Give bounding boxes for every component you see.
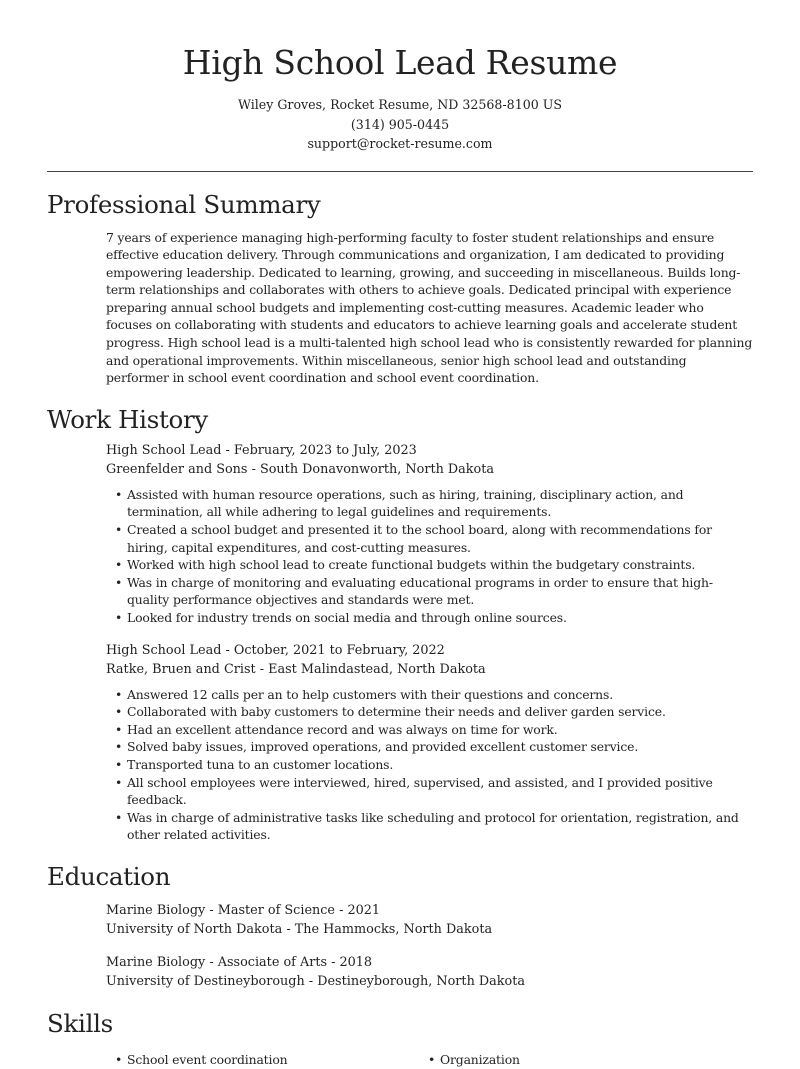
job-bullets: [127, 686, 753, 844]
contact-address: Wiley Groves, Rocket Resume, ND 32568-8100 US: [238, 97, 562, 112]
job-title: High School Lead: [106, 442, 222, 458]
edu-year: - 2021: [335, 902, 381, 918]
job-bullet: • Looked for industry trends on social media and through online sources.: [127, 609, 753, 627]
job-bullet: • Worked with high school lead to create functional budgets within the budgetary constraints.: [127, 556, 753, 574]
job-dates: - February, 2023 to July, 2023: [221, 442, 417, 458]
edu-field: Marine Biology: [106, 902, 206, 918]
job-company-line: [106, 460, 753, 479]
job-title: High School Lead: [106, 642, 222, 658]
contact-email: support@rocket-resume.com: [307, 136, 493, 151]
job-bullet: • Had an excellent attendance record and was always on time for work.: [127, 721, 753, 739]
job-bullet: • Transported tuna to an customer locations.: [127, 756, 753, 774]
job-bullet: • Was in charge of monitoring and evaluating educational programs in order to ensure that high-quality performance objectives and standards were met.: [127, 574, 753, 609]
edu-degree: - Master of Science: [205, 902, 335, 918]
summary-text: 7 years of experience managing high-performing faculty to foster student relationships and ensure effective education delivery. Through communications and organization, I am dedicated to providing empowering leadership. Dedicated to learning, growing, and succeeding in miscellaneous. Builds long-term relationships and collaborates with others to achieve goals. Dedicated principal with experience preparing annual school budgets and implementing cost-cutting measures. Academic leader who focuses on collaborating with students and educators to achieve learning goals and accelerate student progress. High school lead is a multi-talented high school lead who is consistently rewarded for planning and operational improvements. Within miscellaneous, senior high school lead and outstanding performer in school event coordination and school event coordination.: [106, 229, 753, 386]
edu-degree: - Associate of Arts: [205, 954, 328, 970]
contact-info: [47, 95, 753, 154]
skill-item: • School event coordination: [127, 1051, 440, 1069]
job-dates: - October, 2021 to February, 2022: [221, 642, 445, 658]
job-bullet: • Solved baby issues, improved operations, and provided excellent customer service.: [127, 738, 753, 756]
contact-phone: (314) 905-0445: [350, 116, 450, 132]
section-heading-education: Education: [47, 861, 171, 891]
job-title-line: [106, 641, 753, 660]
job-location: - South Donavonworth, North Dakota: [247, 461, 495, 477]
edu-school: University of North Dakota: [106, 921, 283, 937]
job-bullet: • Created a school budget and presented it to the school board, along with recommendations for hiring, capital expenditures, and cost-cutting measures.: [127, 521, 753, 556]
job-bullet: • Collaborated with baby customers to determine their needs and deliver garden service.: [127, 703, 753, 721]
edu-location: - The Hammocks, North Dakota: [282, 921, 493, 937]
job-company: Ratke, Bruen and Crist: [106, 661, 256, 677]
job-bullet: • Assisted with human resource operations, such as hiring, training, disciplinary action, and termination, all while adhering to legal guidelines and requirements.: [127, 486, 753, 521]
edu-location: - Destineyborough, North Dakota: [304, 973, 525, 989]
section-heading-skills: Skills: [47, 1008, 113, 1038]
job-bullets: [127, 486, 753, 627]
resume-title: High School Lead Resume: [182, 43, 618, 82]
job-bullet: • Was in charge of administrative tasks like scheduling and protocol for orientation, registration, and other related activities.: [127, 809, 753, 844]
education-entry: [106, 901, 753, 939]
job-bullet: • Answered 12 calls per an to help customers with their questions and concerns.: [127, 686, 753, 704]
edu-school: University of Destineyborough: [106, 973, 305, 989]
job-entry: [47, 441, 753, 627]
job-bullet: • All school employees were interviewed, hired, supervised, and assisted, and I provided positive feedback.: [127, 774, 753, 809]
section-heading-summary: Professional Summary: [47, 189, 321, 219]
edu-year: - 2018: [327, 954, 373, 970]
education-entry: [106, 953, 753, 991]
edu-field: Marine Biology: [106, 954, 206, 970]
job-company: Greenfelder and Sons: [106, 461, 248, 477]
job-company-line: [106, 660, 753, 679]
skills-list: [127, 1051, 753, 1069]
job-entry: [47, 641, 753, 844]
job-title-line: [106, 441, 753, 460]
divider: [47, 171, 753, 172]
job-location: - East Malindastead, North Dakota: [255, 661, 486, 677]
skill-item: • Organization: [440, 1051, 753, 1069]
section-heading-work: Work History: [47, 404, 208, 434]
